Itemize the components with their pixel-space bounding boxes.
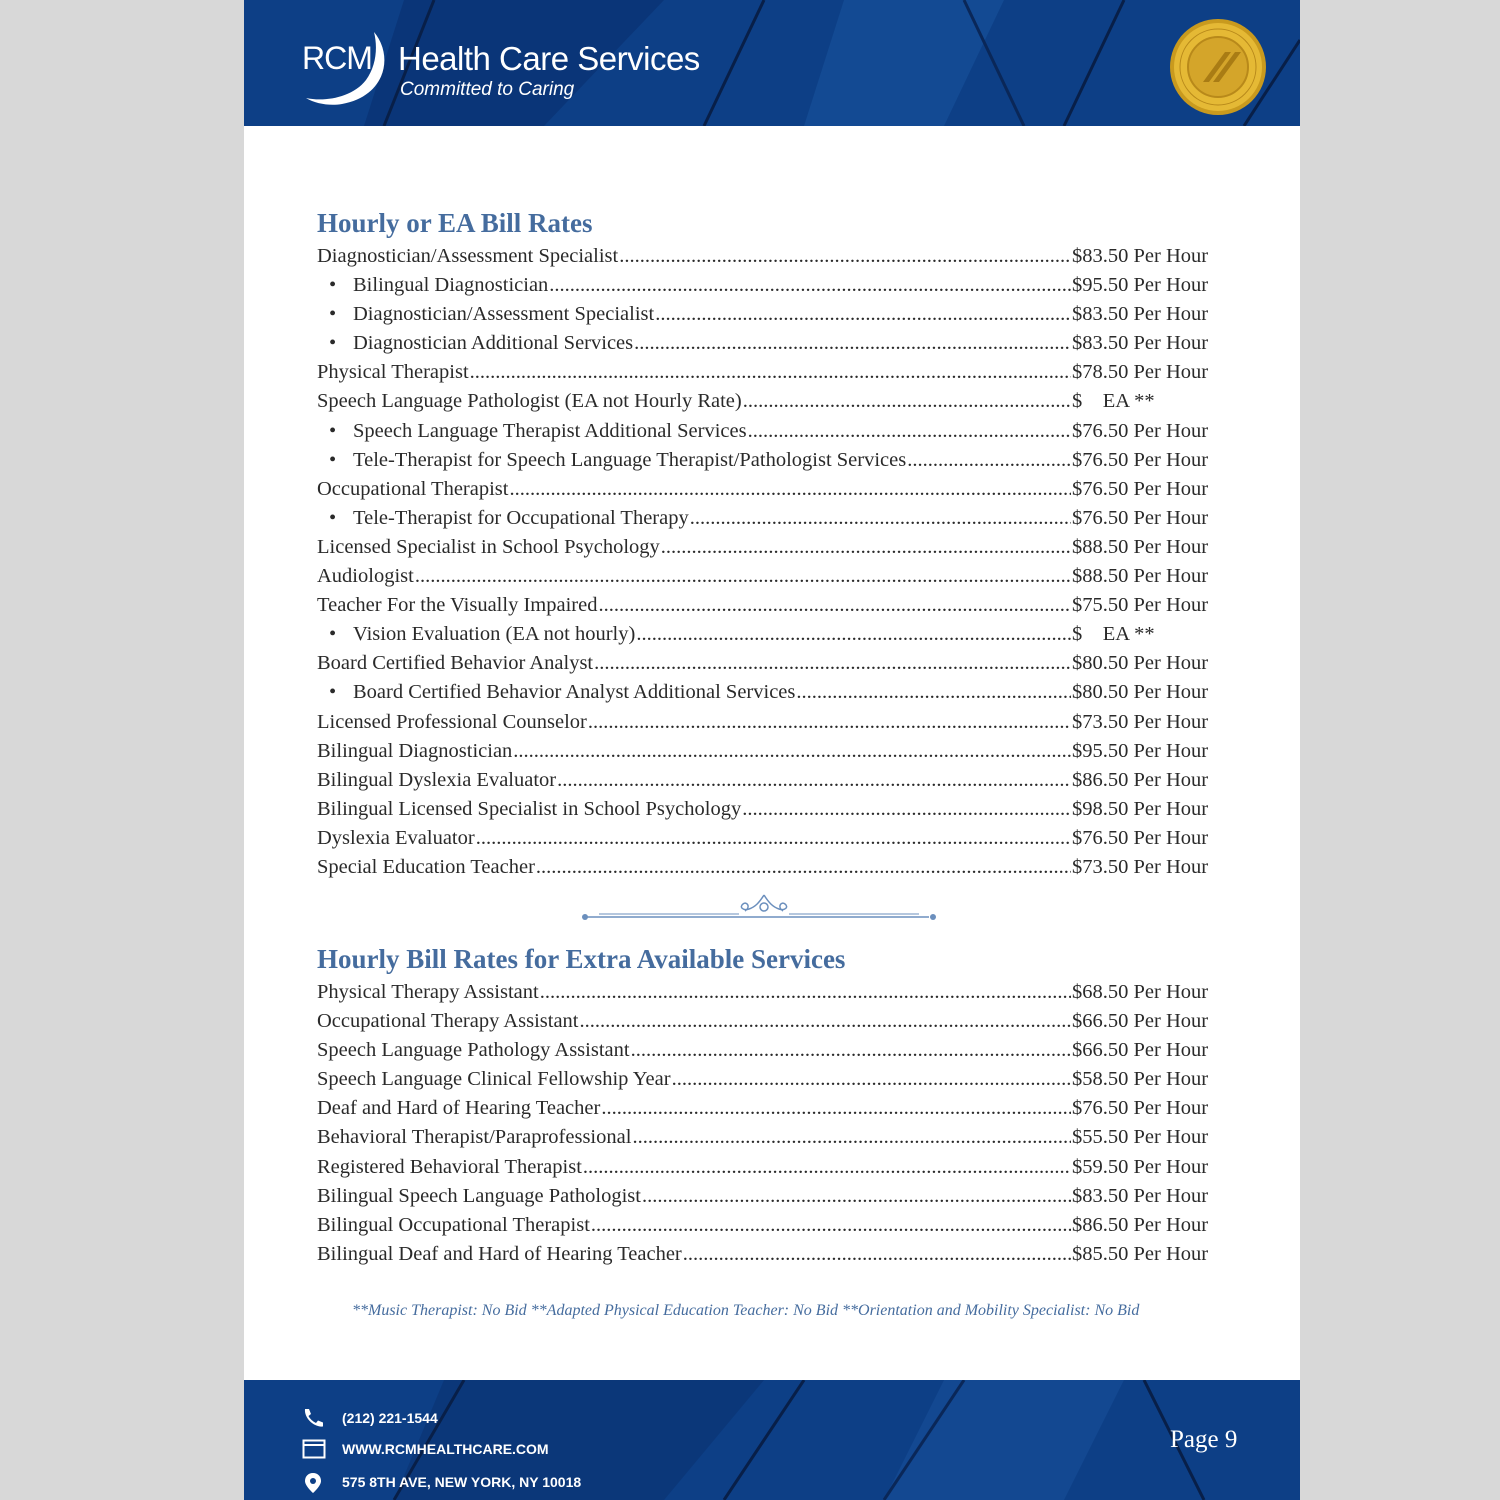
service-label: Bilingual Diagnostician xyxy=(317,739,513,762)
service-rate: $98.50 Per Hour xyxy=(1072,797,1209,820)
service-label: • Diagnostician Additional Services xyxy=(317,332,633,355)
service-label: Deaf and Hard of Hearing Teacher xyxy=(317,1097,601,1120)
service-label: • Vision Evaluation (EA not hourly) xyxy=(317,623,635,646)
service-rate: $80.50 Per Hour xyxy=(1072,681,1209,704)
service-label: Speech Language Clinical Fellowship Year xyxy=(317,1068,671,1091)
browser-window-icon xyxy=(302,1439,326,1461)
service-label: Bilingual Licensed Specialist in School Psychology xyxy=(317,797,742,820)
rate-row xyxy=(317,507,1222,536)
dot-leader xyxy=(796,681,1071,704)
dot-leader xyxy=(580,1010,1071,1033)
rate-row xyxy=(317,827,1222,856)
service-rate: $76.50 Per Hour xyxy=(1072,477,1209,500)
service-rate: $75.50 Per Hour xyxy=(1072,594,1209,617)
service-rate: $66.50 Per Hour xyxy=(1072,1010,1209,1033)
service-label: Physical Therapy Assistant xyxy=(317,981,539,1003)
section-title-hourly-ea: Hourly or EA Bill Rates xyxy=(317,208,593,238)
dot-leader xyxy=(594,652,1071,675)
dot-leader xyxy=(642,1185,1071,1208)
service-rate: $ EA ** xyxy=(1072,390,1155,413)
dot-leader xyxy=(557,769,1071,792)
dot-leader xyxy=(619,245,1071,268)
service-rate: $76.50 Per Hour xyxy=(1072,506,1209,529)
service-rate: $55.50 Per Hour xyxy=(1072,1126,1209,1149)
service-label: Speech Language Pathology Assistant xyxy=(317,1039,630,1062)
rate-row xyxy=(317,652,1222,681)
rate-row xyxy=(317,1156,1222,1185)
rate-row xyxy=(317,1243,1222,1272)
dot-leader xyxy=(690,507,1071,530)
service-rate: $86.50 Per Hour xyxy=(1072,1213,1209,1236)
dot-leader xyxy=(583,1156,1071,1179)
company-logo xyxy=(302,26,762,110)
rate-row xyxy=(317,390,1222,419)
rate-list-primary xyxy=(317,245,1222,885)
service-rate: $95.50 Per Hour xyxy=(1072,739,1209,762)
rate-row xyxy=(317,1185,1222,1214)
service-rate: $80.50 Per Hour xyxy=(1072,652,1209,675)
dot-leader xyxy=(661,536,1071,559)
service-label: • Speech Language Therapist Additional Services xyxy=(317,420,747,443)
rate-row xyxy=(317,1097,1222,1126)
service-rate: $73.50 Per Hour xyxy=(1072,710,1209,733)
logo-mark: RCM xyxy=(302,40,372,76)
dot-leader xyxy=(415,565,1071,588)
rate-row xyxy=(317,769,1222,798)
service-rate: $ EA ** xyxy=(1072,623,1155,646)
rate-row xyxy=(317,856,1222,885)
dot-leader xyxy=(631,1039,1071,1062)
document-page xyxy=(244,0,1300,1500)
rate-row xyxy=(317,681,1222,710)
rate-row xyxy=(317,1068,1222,1097)
service-label: Speech Language Pathologist (EA not Hourly Rate) xyxy=(317,390,742,413)
dot-leader xyxy=(672,1068,1071,1091)
service-rate: $59.50 Per Hour xyxy=(1072,1155,1209,1178)
dot-leader xyxy=(509,478,1071,501)
rate-row xyxy=(317,274,1222,303)
service-rate: $88.50 Per Hour xyxy=(1072,535,1209,558)
rate-row xyxy=(317,245,1222,274)
rate-row xyxy=(317,332,1222,361)
address-text: 575 8TH AVE, NEW YORK, NY 10018 xyxy=(342,1474,582,1490)
dot-leader xyxy=(907,449,1071,472)
phone-icon xyxy=(302,1408,326,1430)
service-label: Physical Therapist xyxy=(317,361,469,384)
map-pin-icon xyxy=(302,1472,326,1494)
service-rate: $58.50 Per Hour xyxy=(1072,1068,1209,1091)
phone-number[interactable]: (212) 221-1544 xyxy=(342,1410,438,1426)
dot-leader xyxy=(549,274,1071,297)
dot-leader xyxy=(598,594,1071,617)
rate-row xyxy=(317,565,1222,594)
service-rate: $78.50 Per Hour xyxy=(1072,361,1209,384)
rate-row xyxy=(317,740,1222,769)
service-label: • Tele-Therapist for Speech Language Therapist/Pathologist Services xyxy=(317,449,906,472)
company-tagline: Committed to Caring xyxy=(400,79,575,100)
header-banner xyxy=(244,0,1300,126)
rate-row xyxy=(317,623,1222,652)
dot-leader xyxy=(588,711,1071,734)
service-label: Licensed Professional Counselor xyxy=(317,710,587,733)
service-label: Occupational Therapy Assistant xyxy=(317,1010,579,1033)
dot-leader xyxy=(540,981,1071,1004)
dot-leader xyxy=(742,798,1071,821)
dot-leader xyxy=(634,332,1071,355)
dot-leader xyxy=(513,740,1071,763)
rate-row xyxy=(317,303,1222,332)
service-label: Licensed Specialist in School Psychology xyxy=(317,535,660,558)
service-label: • Tele-Therapist for Occupational Therapy xyxy=(317,507,689,530)
service-rate: $76.50 Per Hour xyxy=(1072,419,1209,442)
service-label: • Diagnostician/Assessment Specialist xyxy=(317,303,654,326)
service-rate: $83.50 Per Hour xyxy=(1072,303,1209,326)
dot-leader xyxy=(743,390,1071,413)
company-name: Health Care Services xyxy=(398,40,700,77)
service-rate: $68.50 Per Hour xyxy=(1072,981,1209,1003)
service-rate: $86.50 Per Hour xyxy=(1072,768,1209,791)
rate-row xyxy=(317,594,1222,623)
service-label: Dyslexia Evaluator xyxy=(317,826,475,849)
service-rate: $73.50 Per Hour xyxy=(1072,855,1209,878)
service-label: Bilingual Dyslexia Evaluator xyxy=(317,768,557,791)
dot-leader xyxy=(632,1126,1071,1149)
rate-row xyxy=(317,449,1222,478)
service-label: • Bilingual Diagnostician xyxy=(317,274,548,297)
service-label: Occupational Therapist xyxy=(317,477,509,500)
page-number: Page 9 xyxy=(1170,1426,1238,1453)
rate-row xyxy=(317,1126,1222,1155)
rate-row xyxy=(317,478,1222,507)
footnote-no-bid: **Music Therapist: No Bid **Adapted Physical Education Teacher: No Bid **Orientation and Mobility Specialist: No Bid xyxy=(352,1302,1140,1319)
rate-row xyxy=(317,1010,1222,1039)
rate-row xyxy=(317,798,1222,827)
rate-row xyxy=(317,1214,1222,1243)
service-label: Audiologist xyxy=(317,565,414,588)
service-label: Bilingual Occupational Therapist xyxy=(317,1213,590,1236)
service-rate: $83.50 Per Hour xyxy=(1072,1184,1209,1207)
service-label: Registered Behavioral Therapist xyxy=(317,1155,582,1178)
dot-leader xyxy=(636,623,1071,646)
service-rate: $83.50 Per Hour xyxy=(1072,245,1209,267)
service-rate: $76.50 Per Hour xyxy=(1072,826,1209,849)
rate-row xyxy=(317,981,1222,1010)
dot-leader xyxy=(591,1214,1071,1237)
dot-leader xyxy=(536,856,1071,879)
ornament-divider xyxy=(579,893,949,923)
dot-leader xyxy=(476,827,1071,850)
dot-leader xyxy=(748,420,1071,443)
service-label: Special Education Teacher xyxy=(317,855,535,878)
service-label: Behavioral Therapist/Paraprofessional xyxy=(317,1126,632,1149)
section-title-extra-services: Hourly Bill Rates for Extra Available Services xyxy=(317,944,846,974)
service-rate: $95.50 Per Hour xyxy=(1072,274,1209,297)
dot-leader xyxy=(683,1243,1071,1266)
joint-commission-seal-icon xyxy=(1169,18,1267,116)
rate-list-extra xyxy=(317,981,1222,1272)
dot-leader xyxy=(655,303,1071,326)
service-rate: $83.50 Per Hour xyxy=(1072,332,1209,355)
rate-row xyxy=(317,1039,1222,1068)
service-rate: $66.50 Per Hour xyxy=(1072,1039,1209,1062)
service-rate: $85.50 Per Hour xyxy=(1072,1242,1209,1265)
service-label: Bilingual Deaf and Hard of Hearing Teacher xyxy=(317,1242,682,1265)
dot-leader xyxy=(470,361,1071,384)
service-rate: $76.50 Per Hour xyxy=(1072,1097,1209,1120)
service-rate: $76.50 Per Hour xyxy=(1072,448,1209,471)
service-label: Board Certified Behavior Analyst xyxy=(317,652,594,675)
service-label: Teacher For the Visually Impaired xyxy=(317,594,598,617)
service-label: • Board Certified Behavior Analyst Additional Services xyxy=(317,681,795,704)
rate-row xyxy=(317,536,1222,565)
website-link[interactable]: WWW.RCMHEALTHCARE.COM xyxy=(342,1441,549,1457)
rate-row xyxy=(317,361,1222,390)
rate-row xyxy=(317,711,1222,740)
dot-leader xyxy=(601,1097,1071,1120)
service-rate: $88.50 Per Hour xyxy=(1072,565,1209,588)
service-label: Diagnostician/Assessment Specialist xyxy=(317,245,619,267)
rate-row xyxy=(317,420,1222,449)
footer-banner xyxy=(244,1380,1300,1500)
service-label: Bilingual Speech Language Pathologist xyxy=(317,1184,641,1207)
